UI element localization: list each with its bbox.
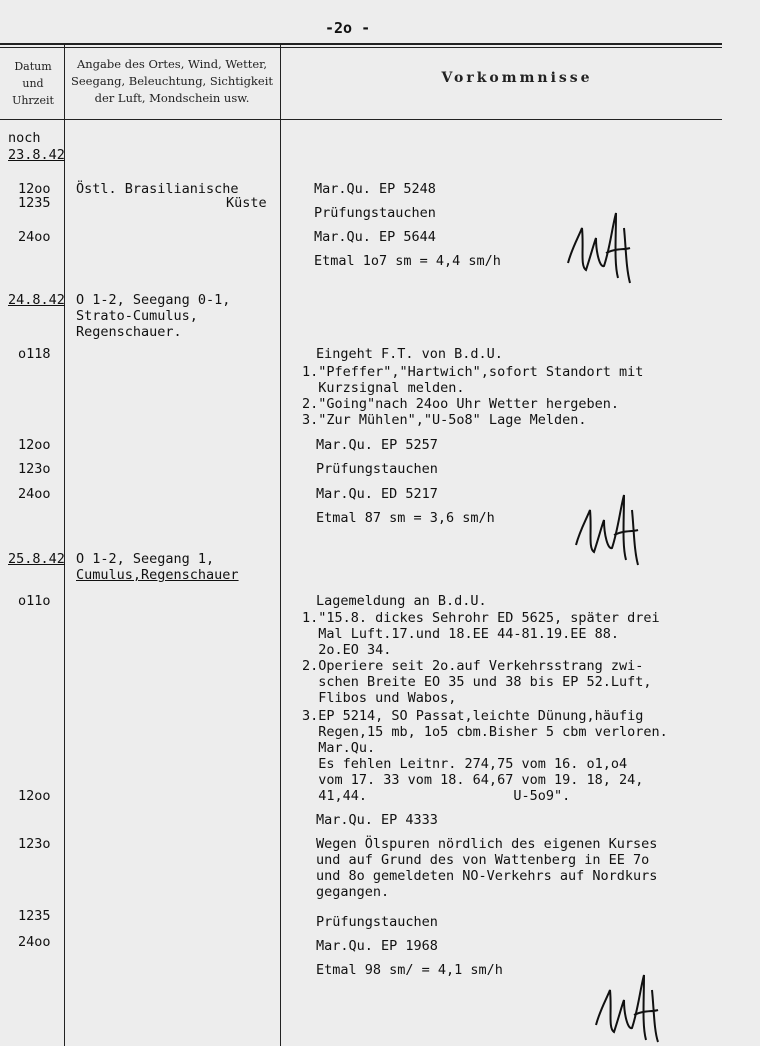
event-line: Mal Luft.17.und 18.EE 44-81.19.EE 88. <box>302 626 619 642</box>
event-line: 1."15.8. dickes Sehrohr ED 5625, später drei <box>302 610 660 626</box>
event-line: Flibos und Wabos, <box>302 690 457 706</box>
time-label: o118 <box>18 346 51 362</box>
event-line: Mar.Qu. EP 5644 <box>314 229 436 245</box>
time-label: 12oo <box>18 788 51 804</box>
header-col1-line: Datum <box>14 60 52 73</box>
header-col2-line: Angabe des Ortes, Wind, Wetter, <box>76 57 268 71</box>
time-label: 1235 <box>18 908 51 924</box>
event-line: Lagemeldung an B.d.U. <box>316 593 487 609</box>
event-line: vom 17. 33 vom 18. 64,67 vom 19. 18, 24, <box>302 772 644 788</box>
event-line: 2."Going"nach 24oo Uhr Wetter hergeben. <box>302 396 619 412</box>
event-line: Mar.Qu. EP 5257 <box>316 437 438 453</box>
event-line: 41,44. U-5o9". <box>302 788 571 804</box>
header-events: Vorkommnisse <box>441 70 593 86</box>
date-label: 24.8.42 <box>8 292 65 308</box>
event-line: 2o.EO 34. <box>302 642 392 658</box>
event-line: Eingeht F.T. von B.d.U. <box>316 346 503 362</box>
event-line: Etmal 87 sm = 3,6 sm/h <box>316 510 495 526</box>
event-line: Mar.Qu. EP 1968 <box>316 938 438 954</box>
header-date-time <box>4 58 62 109</box>
event-line: Regen,15 mb, 1o5 cbm.Bisher 5 cbm verloren. <box>302 724 668 740</box>
event-line: Mar.Qu. <box>302 740 376 756</box>
time-label: 24oo <box>18 486 51 502</box>
page-number: -2o - <box>325 19 371 37</box>
time-label: 12oo <box>18 181 51 197</box>
event-line: gegangen. <box>316 884 390 900</box>
event-line: und auf Grund des von Wattenberg in EE 7o <box>316 852 650 868</box>
weather-text: Cumulus,Regenschauer <box>76 567 239 583</box>
column-divider-2 <box>280 43 281 1046</box>
event-line: 1."Pfeffer","Hartwich",sofort Standort mit <box>302 364 644 380</box>
top-rule-thin <box>0 47 722 48</box>
event-line: 3."Zur Mühlen","U-5o8" Lage Melden. <box>302 412 587 428</box>
time-label: 12oo <box>18 437 51 453</box>
handwritten-signature <box>560 208 650 288</box>
event-line: 2.Operiere seit 2o.auf Verkehrsstrang zwi- <box>302 658 644 674</box>
weather-text: Strato-Cumulus, <box>76 308 198 324</box>
event-line: Es fehlen Leitnr. 274,75 vom 16. o1,o4 <box>302 756 628 772</box>
date-label: noch <box>8 130 41 146</box>
column-divider-1 <box>64 43 65 1046</box>
date-label: 25.8.42 <box>8 551 65 567</box>
time-label: 123o <box>18 836 51 852</box>
header-col2-line: der Luft, Mondschein usw. <box>94 91 250 105</box>
event-line: Prüfungstauchen <box>316 461 438 477</box>
time-label: 123o <box>18 461 51 477</box>
event-line: Prüfungstauchen <box>314 205 436 221</box>
event-line: Etmal 1o7 sm = 4,4 sm/h <box>314 253 501 269</box>
weather-text: O 1-2, Seegang 0-1, <box>76 292 231 308</box>
weather-text: Regenschauer. <box>76 324 182 340</box>
event-line: Mar.Qu. ED 5217 <box>316 486 438 502</box>
event-line: Prüfungstauchen <box>316 914 438 930</box>
location-text: Östl. Brasilianische <box>76 181 239 197</box>
event-line: Etmal 98 sm/ = 4,1 sm/h <box>316 962 503 978</box>
event-line: schen Breite EO 35 und 38 bis EP 52.Luft, <box>302 674 652 690</box>
time-label: 24oo <box>18 934 51 950</box>
event-line: Kurzsignal melden. <box>302 380 465 396</box>
date-label: 23.8.42 <box>8 147 65 163</box>
weather-text: O 1-2, Seegang 1, <box>76 551 215 567</box>
handwritten-signature <box>568 490 658 570</box>
event-line: und 8o gemeldeten NO-Verkehrs auf Nordkurs <box>316 868 658 884</box>
event-line: Wegen Ölspuren nördlich des eigenen Kurses <box>316 836 658 852</box>
header-bottom-rule <box>0 119 722 120</box>
event-line: 3.EP 5214, SO Passat,leichte Dünung,häufig <box>302 708 644 724</box>
header-col1-line: Uhrzeit <box>12 94 54 107</box>
header-col2-line: Seegang, Beleuchtung, Sichtigkeit <box>70 74 274 88</box>
handwritten-signature <box>588 970 678 1046</box>
event-line: Mar.Qu. EP 5248 <box>314 181 436 197</box>
header-col1-line: und <box>22 77 44 90</box>
location-text: Küste <box>226 195 267 211</box>
time-label: o11o <box>18 593 51 609</box>
event-line: Mar.Qu. EP 4333 <box>316 812 438 828</box>
header-location-weather <box>66 56 278 107</box>
time-label: 24oo <box>18 229 51 245</box>
time-label: 1235 <box>18 195 51 211</box>
top-rule <box>0 43 722 45</box>
